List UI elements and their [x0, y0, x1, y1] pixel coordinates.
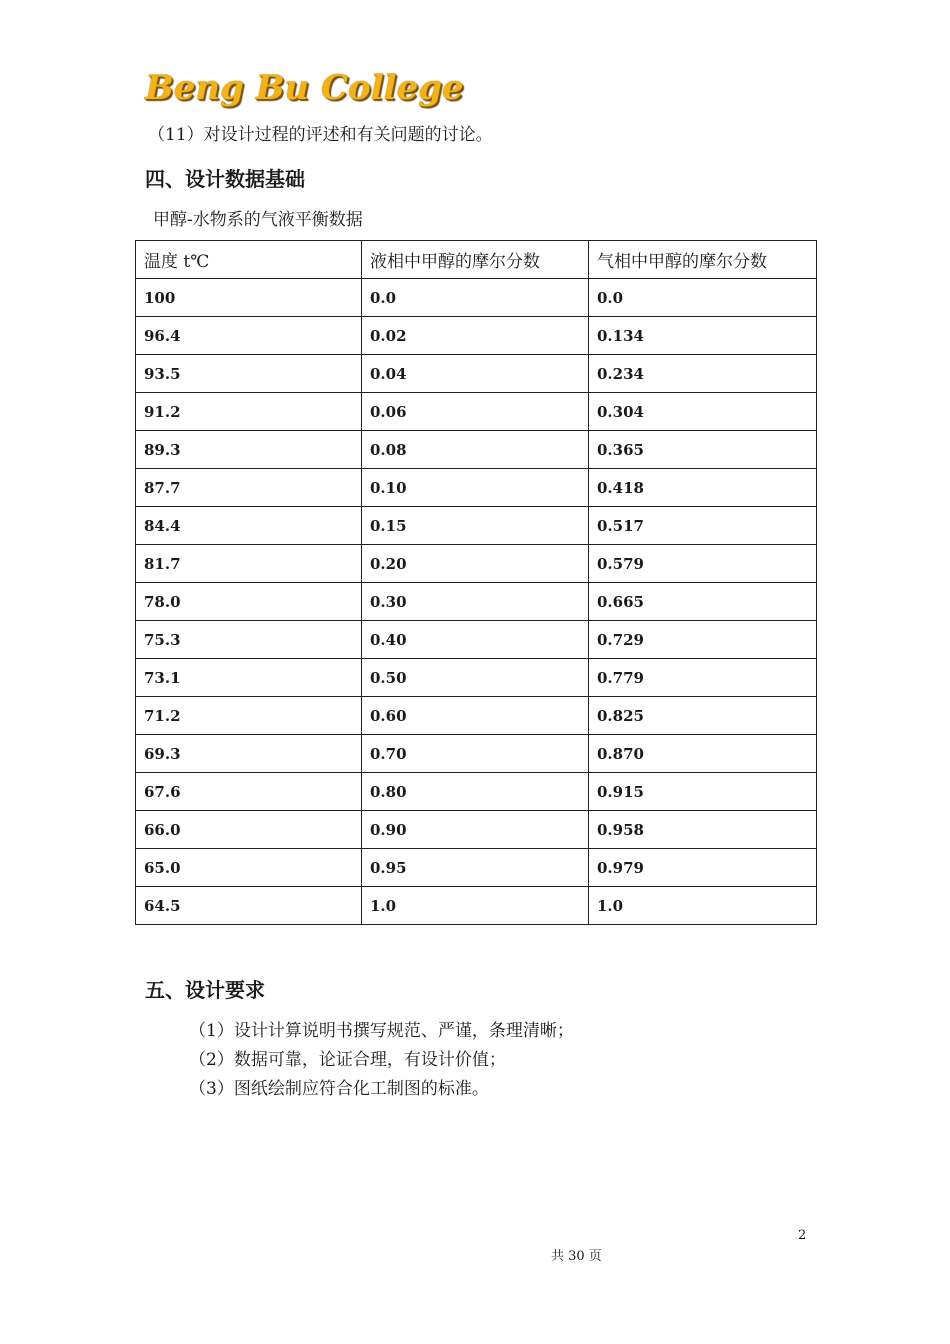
column-header-vapor-fraction: 气相中甲醇的摩尔分数: [589, 241, 817, 279]
temperature-cell: 87.7: [136, 469, 362, 507]
table-row: [136, 697, 817, 735]
liquid-fraction-cell: 1.0: [362, 887, 589, 925]
vapor-fraction-cell: 0.915: [589, 773, 817, 811]
vapor-fraction-cell: 0.418: [589, 469, 817, 507]
temperature-cell: 93.5: [136, 355, 362, 393]
table-caption: 甲醇-水物系的气液平衡数据: [153, 210, 363, 230]
liquid-fraction-cell: 0.08: [362, 431, 589, 469]
vapor-fraction-cell: 0.825: [589, 697, 817, 735]
column-header-temperature: 温度 t℃: [136, 241, 362, 279]
table-row: [136, 583, 817, 621]
section-title-design-data: 四、设计数据基础: [145, 167, 305, 191]
vapor-fraction-cell: 0.729: [589, 621, 817, 659]
vapor-fraction-cell: 0.234: [589, 355, 817, 393]
temperature-cell: 78.0: [136, 583, 362, 621]
table-row: [136, 317, 817, 355]
table-row: [136, 355, 817, 393]
temperature-cell: 67.6: [136, 773, 362, 811]
table-row: [136, 735, 817, 773]
liquid-fraction-cell: 0.60: [362, 697, 589, 735]
section-title-design-requirements: 五、设计要求: [145, 978, 265, 1002]
table-row: [136, 469, 817, 507]
liquid-fraction-cell: 0.0: [362, 279, 589, 317]
vapor-fraction-cell: 0.779: [589, 659, 817, 697]
requirement-item-2: （2）数据可靠，论证合理，有设计价值；: [189, 1050, 506, 1070]
liquid-fraction-cell: 0.70: [362, 735, 589, 773]
table-row: [136, 393, 817, 431]
college-logo: Beng Bu College: [145, 68, 464, 108]
liquid-fraction-cell: 0.40: [362, 621, 589, 659]
liquid-fraction-cell: 0.04: [362, 355, 589, 393]
table-row: [136, 507, 817, 545]
vapor-fraction-cell: 0.979: [589, 849, 817, 887]
vle-data-table: [135, 240, 817, 925]
liquid-fraction-cell: 0.90: [362, 811, 589, 849]
page-number: 2: [798, 1228, 807, 1243]
table-row: [136, 811, 817, 849]
vapor-fraction-cell: 0.665: [589, 583, 817, 621]
table-row: [136, 849, 817, 887]
column-header-liquid-fraction: 液相中甲醇的摩尔分数: [362, 241, 589, 279]
table-row: [136, 659, 817, 697]
design-item-11: （11）对设计过程的评述和有关问题的讨论。: [148, 125, 493, 145]
requirement-item-3: （3）图纸绘制应符合化工制图的标准。: [189, 1079, 489, 1099]
liquid-fraction-cell: 0.20: [362, 545, 589, 583]
temperature-cell: 81.7: [136, 545, 362, 583]
temperature-cell: 65.0: [136, 849, 362, 887]
table-row: [136, 545, 817, 583]
temperature-cell: 64.5: [136, 887, 362, 925]
temperature-cell: 96.4: [136, 317, 362, 355]
table-row: [136, 773, 817, 811]
vapor-fraction-cell: 0.870: [589, 735, 817, 773]
vapor-fraction-cell: 0.365: [589, 431, 817, 469]
total-pages: 共 30 页: [551, 1249, 602, 1264]
temperature-cell: 89.3: [136, 431, 362, 469]
liquid-fraction-cell: 0.95: [362, 849, 589, 887]
table-row: [136, 621, 817, 659]
temperature-cell: 71.2: [136, 697, 362, 735]
vapor-fraction-cell: 0.0: [589, 279, 817, 317]
liquid-fraction-cell: 0.06: [362, 393, 589, 431]
liquid-fraction-cell: 0.02: [362, 317, 589, 355]
table-row: [136, 431, 817, 469]
vapor-fraction-cell: 0.517: [589, 507, 817, 545]
temperature-cell: 84.4: [136, 507, 362, 545]
temperature-cell: 69.3: [136, 735, 362, 773]
vapor-fraction-cell: 0.958: [589, 811, 817, 849]
temperature-cell: 100: [136, 279, 362, 317]
temperature-cell: 73.1: [136, 659, 362, 697]
liquid-fraction-cell: 0.15: [362, 507, 589, 545]
vapor-fraction-cell: 0.134: [589, 317, 817, 355]
table-row: [136, 887, 817, 925]
liquid-fraction-cell: 0.50: [362, 659, 589, 697]
vapor-fraction-cell: 0.579: [589, 545, 817, 583]
liquid-fraction-cell: 0.80: [362, 773, 589, 811]
vapor-fraction-cell: 0.304: [589, 393, 817, 431]
liquid-fraction-cell: 0.10: [362, 469, 589, 507]
vapor-fraction-cell: 1.0: [589, 887, 817, 925]
requirement-item-1: （1）设计计算说明书撰写规范、严谨，条理清晰；: [189, 1021, 574, 1041]
table-row: [136, 279, 817, 317]
liquid-fraction-cell: 0.30: [362, 583, 589, 621]
table-header-row: [136, 241, 817, 279]
temperature-cell: 66.0: [136, 811, 362, 849]
temperature-cell: 91.2: [136, 393, 362, 431]
temperature-cell: 75.3: [136, 621, 362, 659]
